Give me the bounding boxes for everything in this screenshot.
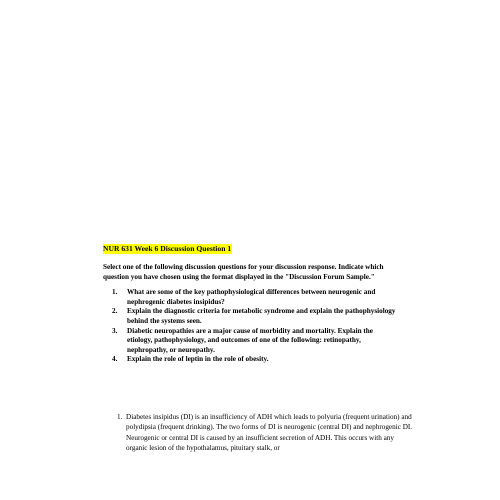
question-item xyxy=(103,327,399,356)
question-item xyxy=(103,288,399,307)
question-number: 1. xyxy=(112,288,118,297)
instructions-text: Select one of the following discussion questions for your discussion response. Indicate which question you have chosen using the format displayed in the "Discussion Forum Sample." xyxy=(103,263,384,281)
question-text: Explain the role of leptin in the role of obesity. xyxy=(127,355,269,364)
answer-number: 1. xyxy=(117,413,123,421)
question-number: 4. xyxy=(112,355,118,364)
question-number: 3. xyxy=(112,326,118,335)
document-title: NUR 631 Week 6 Discussion Question 1 xyxy=(103,244,232,253)
question-list xyxy=(103,288,403,365)
answer-paragraph xyxy=(117,412,417,454)
question-item xyxy=(103,355,399,365)
question-number: 2. xyxy=(112,307,118,316)
answer-text: Diabetes insipidus (DI) is an insufficiency of ADH which leads to polyuria (frequent urination) and polydipsia (frequent drinking). The two forms of DI is neurogenic (central DI) and nephrogenic DI. Neurogenic or central DI is caused by an insufficient secretion of ADH. This occurs with any organic lesion of the hypothalamus, pituitary stalk, or xyxy=(126,413,413,453)
question-item xyxy=(103,307,399,326)
document-body xyxy=(103,238,403,365)
question-text: What are some of the key pathophysiological differences between neurogenic and nephrogenic diabetes insipidus? xyxy=(127,288,376,306)
question-text: Diabetic neuropathies are a major cause of morbidity and mortality. Explain the etiology, pathophysiology, and outcomes of one of the following: retinopathy, nephropathy, or neuropathy. xyxy=(127,326,373,354)
question-text: Explain the diagnostic criteria for metabolic syndrome and explain the pathophysiology behind the systems seen. xyxy=(127,307,396,325)
